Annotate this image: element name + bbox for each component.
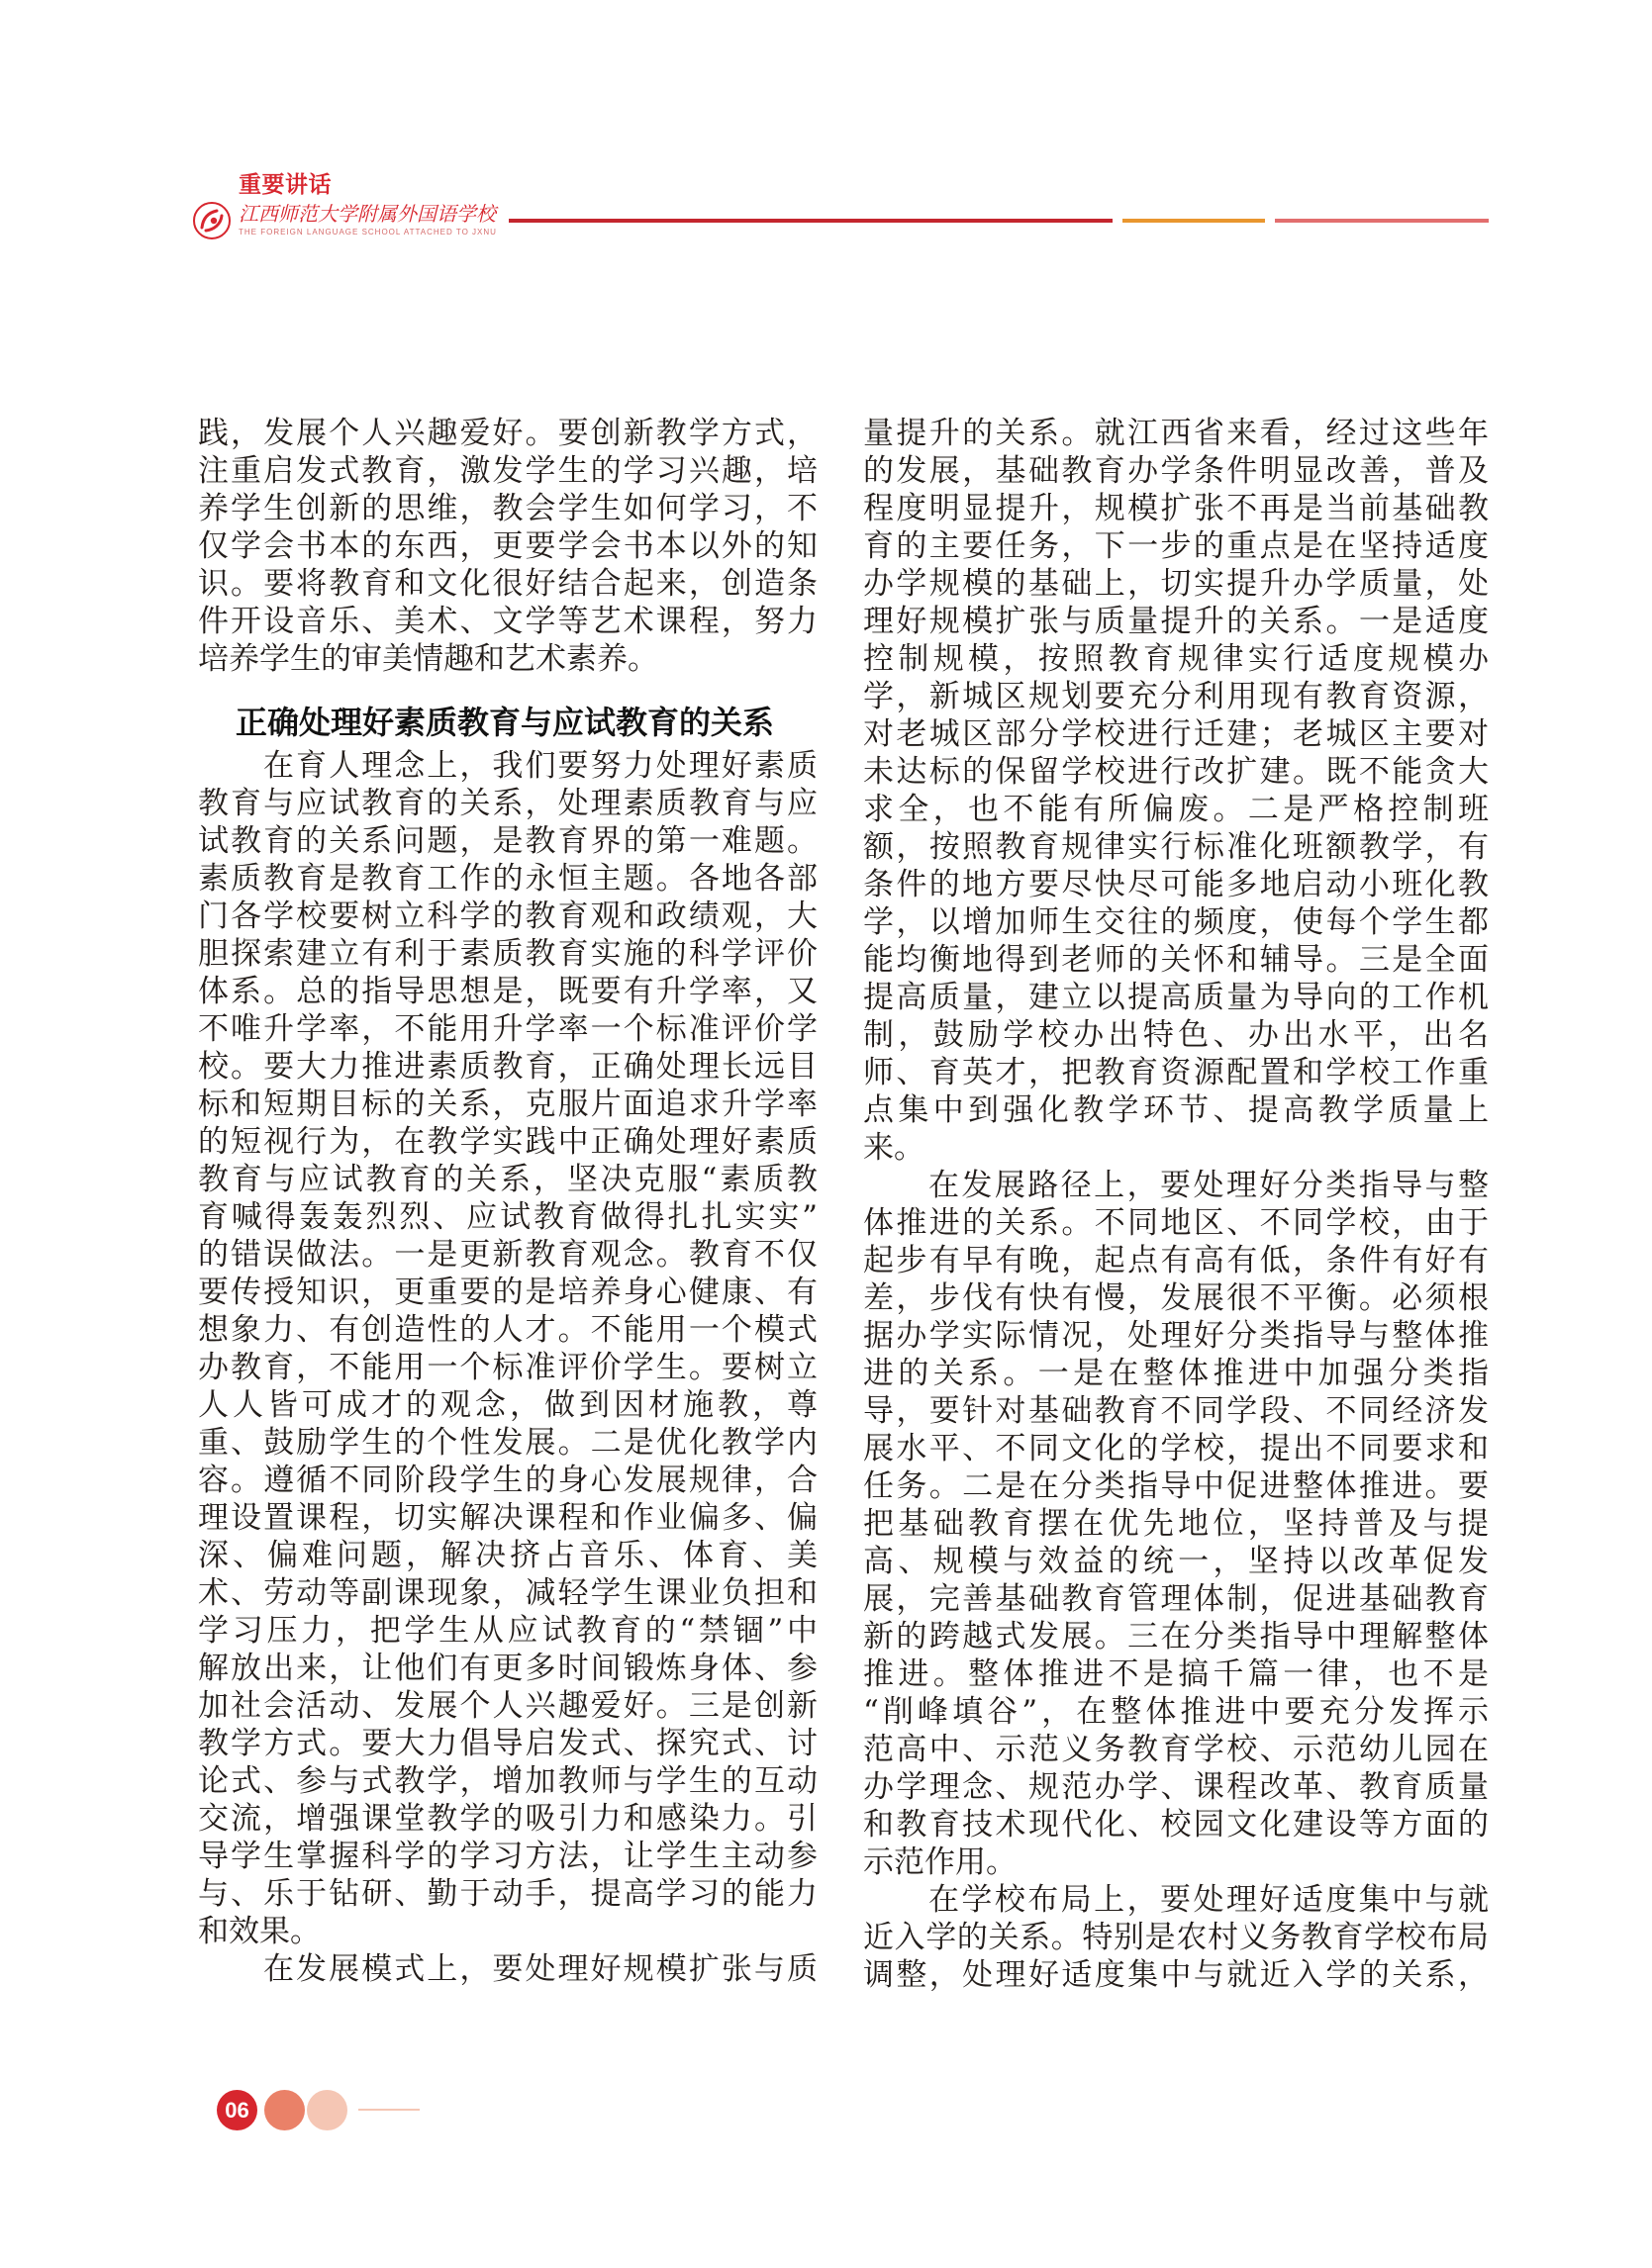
text-line: 校。要大力推进素质教育，正确处理长远目 [198,1049,821,1085]
footer-dot-peach [307,2090,347,2130]
text-line: 育的主要任务，下一步的重点是在坚持适度 [863,528,1492,564]
text-line: 调整，处理好适度集中与就近入学的关系， [863,1957,1492,1993]
text-line: 范高中、示范义务教育学校、示范幼儿园在 [863,1732,1492,1767]
text-line: 素质教育是教育工作的永恒主题。各地各部 [198,861,821,897]
text-line: 额，按照教育规律实行标准化班额教学，有 [863,829,1492,865]
text-line: 差，步伐有快有慢，发展很不平衡。必须根 [863,1280,1492,1316]
text-line: 胆探索建立有利于素质教育实施的科学评价 [198,936,821,972]
text-line: 新的跨越式发展。三在分类指导中理解整体 [863,1619,1492,1654]
text-line: 在发展路径上，要处理好分类指导与整 [928,1168,1492,1203]
paragraph [198,415,821,678]
text-line: 进的关系。一是在整体推进中加强分类指 [863,1356,1494,1391]
section-heading: 正确处理好素质教育与应试教育的关系 [236,704,775,741]
text-line: 控制规模，按照教育规律实行适度规模办 [863,641,1494,677]
text-line: 理好规模扩张与质量提升的关系。一是适度 [863,604,1492,639]
right-column [863,415,1494,1994]
text-line: 养学生创新的思维，教会学生如何学习，不 [198,491,821,526]
section-title: 重要讲话 [239,172,332,198]
text-line: 体推进的关系。不同地区、不同学校，由于 [863,1205,1492,1241]
text-line: 标和短期目标的关系，克服片面追求升学率 [198,1087,821,1122]
text-line: 程度明显提升，规模扩张不再是当前基础教 [863,491,1492,526]
text-line: 和教育技术现代化、校园文化建设等方面的 [863,1807,1492,1843]
text-line: 件开设音乐、美术、文学等艺术课程，努力 [198,604,821,639]
text-line: 提高质量，建立以提高质量为导向的工作机 [863,980,1492,1015]
text-line: 起步有早有晚，起点有高有低，条件有好有 [863,1243,1492,1278]
footer-dot-salmon [264,2090,305,2130]
text-line: 近入学的关系。特别是农村义务教育学校布局 [863,1920,1490,1955]
text-line: 术、劳动等副课现象，减轻学生课业负担和 [198,1575,821,1611]
text-line: 人人皆可成才的观念，做到因材施教，尊 [198,1387,822,1423]
text-line: 试教育的关系问题，是教育界的第一难题。 [198,823,821,859]
text-line: 办教育，不能用一个标准评价学生。要树立 [198,1350,821,1385]
text-line: 推进。整体推进不是搞千篇一律，也不是 [863,1656,1494,1692]
school-name-chinese: 江西师范大学附属外国语学校 [239,202,496,226]
text-line: 能均衡地得到老师的关怀和辅导。三是全面 [863,942,1492,978]
text-line: 量提升的关系。就江西省来看，经过这些年 [863,416,1492,451]
school-emblem-icon [192,201,232,240]
text-line: 理设置课程，切实解决课程和作业偏多、偏 [198,1500,821,1536]
paragraph [198,747,822,1950]
text-line: 加社会活动、发展个人兴趣爱好。三是创新 [198,1688,821,1724]
text-line: 据办学实际情况，处理好分类指导与整体推 [863,1318,1492,1354]
text-line: 的短视行为，在教学实践中正确处理好素质 [198,1124,821,1160]
text-line: 注重启发式教育，激发学生的学习兴趣，培 [198,453,821,489]
text-line: 示范作用。 [863,1844,1017,1880]
text-line: 在育人理念上，我们要努力处理好素质 [263,748,821,784]
text-line: 培养学生的审美情趣和艺术素养。 [198,641,658,677]
text-line: 来。 [863,1130,924,1166]
text-line: 和效果。 [198,1914,321,1949]
text-line: 导学生掌握科学的学习方法，让学生主动参 [198,1839,821,1874]
text-line: 深、偏难问题，解决挤占音乐、体育、美 [198,1538,822,1573]
text-line: 识。要将教育和文化很好结合起来，创造条 [198,566,821,602]
text-line: 条件的地方要尽快尽可能多地启动小班化教 [863,867,1492,902]
left-column [198,415,822,1988]
header-rule-red [509,219,1113,223]
text-line: 办学理念、规范办学、课程改革、教育质量 [863,1769,1492,1805]
text-line: 学，以增加师生交往的频度，使每个学生都 [863,904,1492,940]
text-line: 学习压力，把学生从应试教育的“禁锢”中 [198,1613,822,1649]
text-line: 高、规模与效益的统一，坚持以改革促发 [863,1544,1494,1579]
text-line: 容。遵循不同阶段学生的身心发展规律，合 [198,1463,821,1498]
text-line: 践，发展个人兴趣爱好。要创新教学方式， [198,416,821,451]
text-line: 师、育英才，把教育资源配置和学校工作重 [863,1055,1492,1090]
text-line: 育喊得轰轰烈烈、应试教育做得扎扎实实” [198,1199,821,1235]
text-line: 制，鼓励学校办出特色、办出水平，出名 [863,1017,1494,1053]
text-line: 门各学校要树立科学的教育观和政绩观，大 [198,898,821,934]
text-line: 重、鼓励学生的个性发展。二是优化教学内 [198,1425,821,1461]
text-line: 把基础教育摆在优先地位，坚持普及与提 [863,1506,1494,1542]
text-line: 的发展，基础教育办学条件明显改善，普及 [863,453,1492,489]
paragraph [863,415,1494,1167]
text-line: 要传授知识，更重要的是培养身心健康、有 [198,1275,821,1310]
paragraph [863,1881,1492,1994]
text-line: 任务。二是在分类指导中促进整体推进。要 [863,1468,1492,1504]
text-line: 体系。总的指导思想是，既要有升学率，又 [198,974,821,1009]
text-line: 对老城区部分学校进行迁建；老城区主要对 [863,716,1492,752]
text-line: 教育与应试教育的关系，坚决克服“素质教 [198,1162,821,1197]
school-name-english: THE FOREIGN LANGUAGE SCHOOL ATTACHED TO JXNU [239,228,497,236]
text-line: 论式、参与式教学，增加教师与学生的互动 [198,1763,821,1799]
text-line: 在发展模式上，要处理好规模扩张与质 [263,1951,821,1987]
text-line: 点集中到强化教学环节、提高教学质量上 [863,1092,1494,1128]
text-line: 教育与应试教育的关系，处理素质教育与应 [198,786,821,821]
footer-rule [358,2109,420,2111]
paragraph [863,1167,1494,1881]
text-line: 展水平、不同文化的学校，提出不同要求和 [863,1431,1492,1466]
text-line: 导，要针对基础教育不同学段、不同经济发 [863,1393,1492,1429]
text-line: 未达标的保留学校进行改扩建。既不能贪大 [863,754,1492,790]
text-line: 想象力、有创造性的人才。不能用一个模式 [198,1312,821,1348]
header-rule-pink [1275,219,1489,223]
text-line: 交流，增强课堂教学的吸引力和感染力。引 [198,1801,821,1837]
text-line: 展，完善基础教育管理体制，促进基础教育 [863,1581,1492,1617]
text-line: 的错误做法。一是更新教育观念。教育不仅 [198,1237,821,1273]
text-line: “削峰填谷”，在整体推进中要充分发挥示 [863,1694,1494,1730]
text-line: 在学校布局上，要处理好适度集中与就 [928,1882,1492,1918]
text-line: 仅学会书本的东西，更要学会书本以外的知 [198,528,821,564]
text-line: 与、乐于钻研、勤于动手，提高学习的能力 [198,1876,821,1912]
header-rule-orange [1122,219,1265,223]
text-line: 学，新城区规划要充分利用现有教育资源， [863,679,1492,714]
paragraph [198,1950,821,1988]
text-line: 办学规模的基础上，切实提升办学质量，处 [863,566,1492,602]
page-number: 06 [217,2090,257,2130]
text-line: 教学方式。要大力倡导启发式、探究式、讨 [198,1726,821,1761]
text-line: 不唯升学率，不能用升学率一个标准评价学 [198,1011,821,1047]
text-line: 求全，也不能有所偏废。二是严格控制班 [863,792,1494,827]
text-line: 解放出来，让他们有更多时间锻炼身体、参 [198,1651,821,1686]
